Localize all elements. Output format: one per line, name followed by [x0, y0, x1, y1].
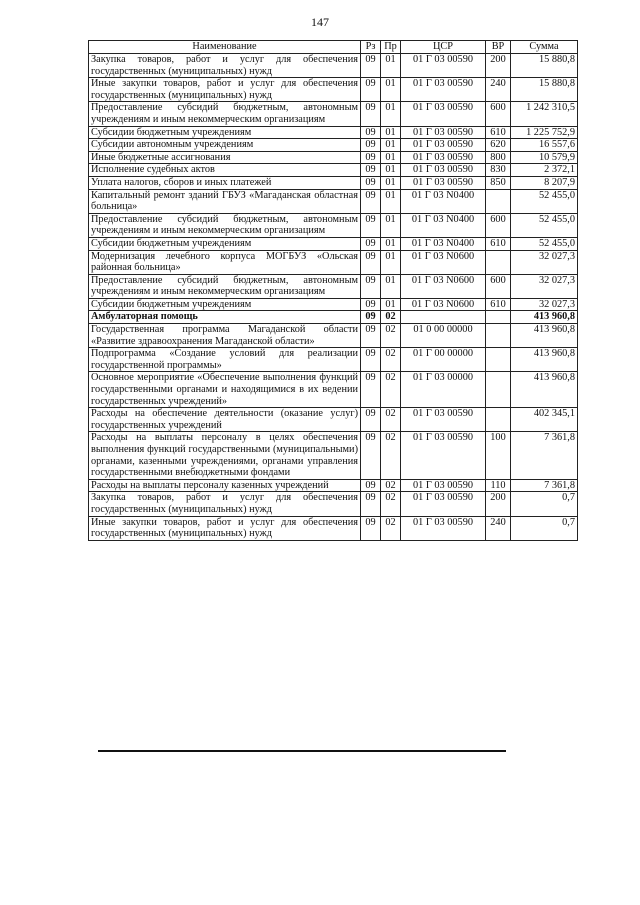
cell-rz: 09 — [361, 516, 381, 540]
table-row — [89, 189, 578, 213]
cell-csr: 01 Г 03 N0400 — [401, 237, 486, 250]
table-row — [89, 176, 578, 189]
cell-sum: 1 225 752,9 — [511, 126, 578, 139]
table-row — [89, 324, 578, 348]
cell-sum: 16 557,6 — [511, 139, 578, 152]
cell-sum: 413 960,8 — [511, 311, 578, 324]
cell-rz: 09 — [361, 213, 381, 237]
table-row — [89, 237, 578, 250]
cell-vr: 100 — [486, 432, 511, 479]
cell-vr: 600 — [486, 274, 511, 298]
cell-pr: 01 — [381, 213, 401, 237]
table-body — [89, 54, 578, 541]
cell-name: Основное мероприятие «Обеспечение выполнения функций государственными органами и находящимися в их ведении государственных учреждений» — [89, 372, 361, 408]
cell-pr: 02 — [381, 348, 401, 372]
cell-pr: 01 — [381, 102, 401, 126]
cell-rz: 09 — [361, 492, 381, 516]
cell-rz: 09 — [361, 164, 381, 177]
cell-sum: 2 372,1 — [511, 164, 578, 177]
table-row — [89, 213, 578, 237]
cell-csr: 01 Г 03 N0600 — [401, 250, 486, 274]
cell-rz: 09 — [361, 54, 381, 78]
cell-csr: 01 Г 03 00590 — [401, 432, 486, 479]
cell-sum: 32 027,3 — [511, 250, 578, 274]
cell-vr: 240 — [486, 516, 511, 540]
header-csr: ЦСР — [401, 41, 486, 54]
cell-pr: 01 — [381, 274, 401, 298]
table-row — [89, 311, 578, 324]
cell-rz: 09 — [361, 432, 381, 479]
cell-sum: 0,7 — [511, 516, 578, 540]
cell-csr: 01 Г 03 00590 — [401, 408, 486, 432]
cell-vr — [486, 311, 511, 324]
cell-name: Амбулаторная помощь — [89, 311, 361, 324]
cell-rz: 09 — [361, 372, 381, 408]
cell-name: Иные закупки товаров, работ и услуг для обеспечения государственных (муниципальных) нужд — [89, 516, 361, 540]
cell-sum: 1 242 310,5 — [511, 102, 578, 126]
cell-name: Подпрограмма «Создание условий для реализации государственной программы» — [89, 348, 361, 372]
cell-vr — [486, 348, 511, 372]
cell-sum: 52 455,0 — [511, 189, 578, 213]
cell-rz: 09 — [361, 324, 381, 348]
cell-pr: 02 — [381, 324, 401, 348]
cell-vr: 830 — [486, 164, 511, 177]
page-number: 147 — [311, 15, 329, 29]
cell-sum: 32 027,3 — [511, 298, 578, 311]
header-name: Наименование — [89, 41, 361, 54]
cell-name: Предоставление субсидий бюджетным, автономным учреждениям и иным некоммерческим организациям — [89, 213, 361, 237]
cell-rz: 09 — [361, 408, 381, 432]
cell-pr: 02 — [381, 479, 401, 492]
cell-csr: 01 Г 03 N0400 — [401, 213, 486, 237]
cell-vr: 200 — [486, 54, 511, 78]
cell-name: Субсидии автономным учреждениям — [89, 139, 361, 152]
cell-rz: 09 — [361, 479, 381, 492]
cell-rz: 09 — [361, 102, 381, 126]
cell-csr: 01 Г 03 00590 — [401, 126, 486, 139]
table-row — [89, 250, 578, 274]
cell-name: Предоставление субсидий бюджетным, автономным учреждениям и иным некоммерческим организациям — [89, 274, 361, 298]
cell-rz: 09 — [361, 237, 381, 250]
table-row — [89, 78, 578, 102]
table-row — [89, 492, 578, 516]
cell-vr — [486, 250, 511, 274]
cell-sum: 15 880,8 — [511, 78, 578, 102]
cell-rz: 09 — [361, 274, 381, 298]
cell-name: Исполнение судебных актов — [89, 164, 361, 177]
cell-sum: 413 960,8 — [511, 372, 578, 408]
cell-pr: 02 — [381, 516, 401, 540]
cell-sum: 402 345,1 — [511, 408, 578, 432]
cell-csr — [401, 311, 486, 324]
cell-csr: 01 Г 03 00590 — [401, 492, 486, 516]
cell-rz: 09 — [361, 139, 381, 152]
cell-rz: 09 — [361, 348, 381, 372]
cell-vr — [486, 189, 511, 213]
cell-csr: 01 Г 03 00590 — [401, 78, 486, 102]
cell-pr: 01 — [381, 189, 401, 213]
cell-vr: 200 — [486, 492, 511, 516]
table-row — [89, 164, 578, 177]
table-row — [89, 102, 578, 126]
cell-csr: 01 Г 03 N0400 — [401, 189, 486, 213]
cell-pr: 01 — [381, 54, 401, 78]
cell-vr: 800 — [486, 151, 511, 164]
header-sum: Сумма — [511, 41, 578, 54]
cell-sum: 8 207,9 — [511, 176, 578, 189]
cell-name: Иные бюджетные ассигнования — [89, 151, 361, 164]
cell-name: Предоставление субсидий бюджетным, автономным учреждениям и иным некоммерческим организациям — [89, 102, 361, 126]
table-row — [89, 139, 578, 152]
cell-pr: 01 — [381, 164, 401, 177]
cell-csr: 01 Г 03 00590 — [401, 176, 486, 189]
cell-name: Субсидии бюджетным учреждениям — [89, 298, 361, 311]
cell-csr: 01 Г 03 00590 — [401, 54, 486, 78]
cell-sum: 52 455,0 — [511, 213, 578, 237]
cell-vr — [486, 324, 511, 348]
cell-csr: 01 Г 03 00590 — [401, 164, 486, 177]
separator-line — [98, 750, 506, 752]
table-row — [89, 151, 578, 164]
header-rz: Рз — [361, 41, 381, 54]
cell-name: Модернизация лечебного корпуса МОГБУЗ «Ольская районная больница» — [89, 250, 361, 274]
table-row — [89, 126, 578, 139]
cell-pr: 02 — [381, 311, 401, 324]
cell-name: Государственная программа Магаданской области «Развитие здравоохранения Магаданской области» — [89, 324, 361, 348]
cell-name: Капитальный ремонт зданий ГБУЗ «Магаданская областная больница» — [89, 189, 361, 213]
cell-vr: 850 — [486, 176, 511, 189]
cell-csr: 01 Г 03 00000 — [401, 372, 486, 408]
cell-csr: 01 Г 03 N0600 — [401, 298, 486, 311]
cell-rz: 09 — [361, 176, 381, 189]
cell-sum: 413 960,8 — [511, 324, 578, 348]
cell-vr: 110 — [486, 479, 511, 492]
cell-sum: 413 960,8 — [511, 348, 578, 372]
cell-sum: 15 880,8 — [511, 54, 578, 78]
cell-csr: 01 Г 03 00590 — [401, 102, 486, 126]
table-row — [89, 372, 578, 408]
cell-csr: 01 Г 03 00590 — [401, 139, 486, 152]
cell-vr: 600 — [486, 102, 511, 126]
cell-rz: 09 — [361, 298, 381, 311]
table-row — [89, 54, 578, 78]
cell-pr: 02 — [381, 372, 401, 408]
table-row — [89, 408, 578, 432]
cell-rz: 09 — [361, 78, 381, 102]
table-row — [89, 516, 578, 540]
cell-rz: 09 — [361, 250, 381, 274]
cell-name: Расходы на выплаты персоналу в целях обеспечения выполнения функций государственными (муниципальными) органами, казенными учреждениями, органами управления государственными внебюджетными фондами — [89, 432, 361, 479]
cell-name: Иные закупки товаров, работ и услуг для обеспечения государственных (муниципальных) нужд — [89, 78, 361, 102]
cell-name: Закупка товаров, работ и услуг для обеспечения государственных (муниципальных) нужд — [89, 54, 361, 78]
cell-name: Субсидии бюджетным учреждениям — [89, 126, 361, 139]
cell-pr: 01 — [381, 151, 401, 164]
cell-pr: 01 — [381, 298, 401, 311]
cell-pr: 01 — [381, 237, 401, 250]
cell-csr: 01 Г 03 N0600 — [401, 274, 486, 298]
cell-pr: 02 — [381, 408, 401, 432]
cell-sum: 10 579,9 — [511, 151, 578, 164]
header-pr: Пр — [381, 41, 401, 54]
cell-pr: 01 — [381, 78, 401, 102]
budget-table — [88, 40, 578, 541]
cell-sum: 7 361,8 — [511, 479, 578, 492]
cell-csr: 01 Г 03 00590 — [401, 151, 486, 164]
cell-pr: 02 — [381, 492, 401, 516]
cell-sum: 7 361,8 — [511, 432, 578, 479]
cell-vr: 240 — [486, 78, 511, 102]
cell-rz: 09 — [361, 189, 381, 213]
table-row — [89, 298, 578, 311]
cell-vr: 610 — [486, 237, 511, 250]
cell-vr: 610 — [486, 298, 511, 311]
cell-pr: 02 — [381, 432, 401, 479]
cell-csr: 01 0 00 00000 — [401, 324, 486, 348]
cell-sum: 52 455,0 — [511, 237, 578, 250]
table-row — [89, 274, 578, 298]
cell-csr: 01 Г 03 00590 — [401, 479, 486, 492]
cell-pr: 01 — [381, 126, 401, 139]
cell-name: Расходы на обеспечение деятельности (оказание услуг) государственных учреждений — [89, 408, 361, 432]
cell-sum: 0,7 — [511, 492, 578, 516]
cell-pr: 01 — [381, 176, 401, 189]
cell-name: Расходы на выплаты персоналу казенных учреждений — [89, 479, 361, 492]
table-header-row — [89, 41, 578, 54]
cell-csr: 01 Г 00 00000 — [401, 348, 486, 372]
cell-name: Закупка товаров, работ и услуг для обеспечения государственных (муниципальных) нужд — [89, 492, 361, 516]
header-vr: ВР — [486, 41, 511, 54]
cell-pr: 01 — [381, 139, 401, 152]
cell-name: Уплата налогов, сборов и иных платежей — [89, 176, 361, 189]
cell-sum: 32 027,3 — [511, 274, 578, 298]
table-row — [89, 479, 578, 492]
table-row — [89, 432, 578, 479]
cell-rz: 09 — [361, 151, 381, 164]
cell-vr: 610 — [486, 126, 511, 139]
cell-rz: 09 — [361, 311, 381, 324]
cell-name: Субсидии бюджетным учреждениям — [89, 237, 361, 250]
cell-vr — [486, 372, 511, 408]
table-row — [89, 348, 578, 372]
cell-csr: 01 Г 03 00590 — [401, 516, 486, 540]
cell-vr: 600 — [486, 213, 511, 237]
cell-rz: 09 — [361, 126, 381, 139]
cell-vr: 620 — [486, 139, 511, 152]
cell-vr — [486, 408, 511, 432]
cell-pr: 01 — [381, 250, 401, 274]
